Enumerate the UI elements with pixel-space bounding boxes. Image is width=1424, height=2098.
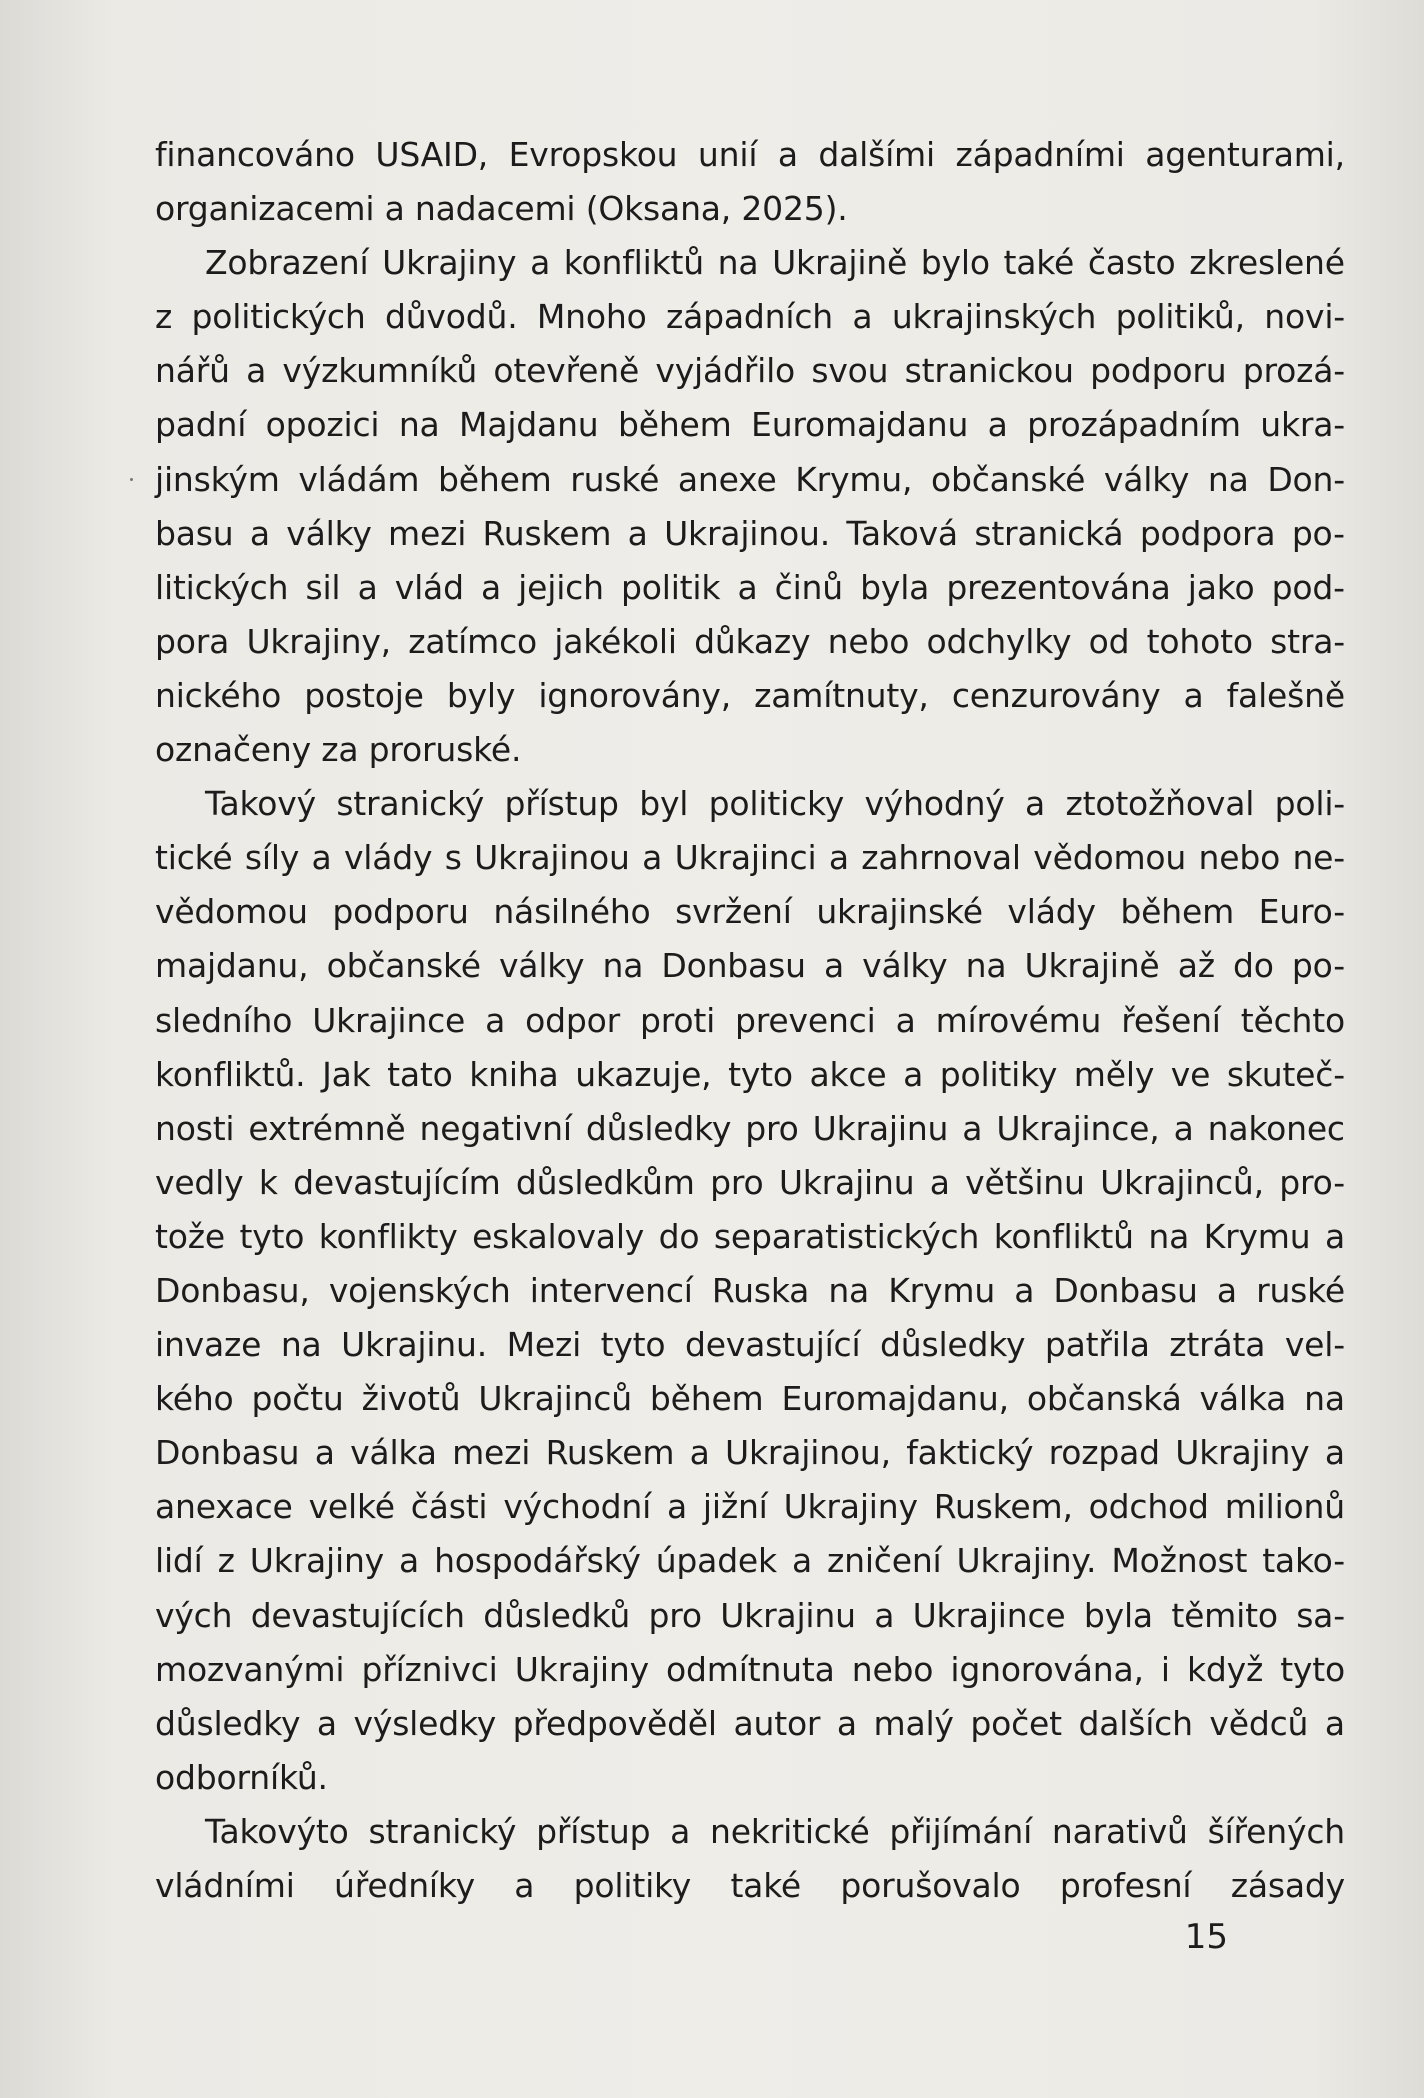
text-line: označeny za proruské. [155, 730, 522, 770]
page-number: 15 [1184, 1917, 1228, 1957]
text-line: anexace velké části východní a jižní Ukrajiny Ruskem, odchod milionů [155, 1487, 1345, 1527]
text-line: konfliktů. Jak tato kniha ukazuje, tyto akce a politiky měly ve skuteč- [155, 1054, 1345, 1094]
text-line: basu a války mezi Ruskem a Ukrajinou. Taková stranická podpora po- [155, 513, 1345, 553]
text-line: tože tyto konflikty eskalovaly do separatistických konfliktů na Krymu a [155, 1216, 1345, 1256]
text-line: financováno USAID, Evropskou unií a dalšími západními agenturami, [155, 135, 1345, 174]
text-line: lidí z Ukrajiny a hospodářský úpadek a zničení Ukrajiny. Možnost tako- [155, 1541, 1345, 1581]
text-line: nického postoje byly ignorovány, zamítnuty, cenzurovány a falešně [155, 675, 1345, 715]
text-line: Donbasu a válka mezi Ruskem a Ukrajinou, faktický rozpad Ukrajiny a [155, 1433, 1345, 1473]
text-line: z politických důvodů. Mnoho západních a ukrajinských politiků, novi- [155, 297, 1345, 337]
body-text [155, 128, 1345, 1913]
text-line: důsledky a výsledky předpověděl autor a malý počet dalších vědců a [155, 1703, 1345, 1743]
text-line: nářů a výzkumníků otevřeně vyjádřilo svou stranickou podporu prozá- [155, 351, 1345, 391]
text-line: Zobrazení Ukrajiny a konfliktů na Ukrajině bylo také často zkreslené [205, 243, 1345, 283]
text-line: sledního Ukrajince a odpor proti prevenci a mírovému řešení těchto [155, 1000, 1345, 1040]
text-line: mozvanými příznivci Ukrajiny odmítnuta nebo ignorována, i když tyto [155, 1649, 1345, 1689]
text-line: vých devastujících důsledků pro Ukrajinu a Ukrajince byla těmito sa- [155, 1595, 1345, 1635]
text-line: vládními úředníky a politiky také porušovalo profesní zásady [155, 1866, 1345, 1905]
text-line: jinským vládám během ruské anexe Krymu, občanské války na Don- [155, 459, 1345, 499]
text-line: nosti extrémně negativní důsledky pro Ukrajinu a Ukrajince, a nakonec [155, 1108, 1345, 1148]
stray-dot-mark [130, 478, 133, 481]
text-line: tické síly a vlády s Ukrajinou a Ukrajinci a zahrnoval vědomou nebo ne- [155, 838, 1345, 878]
text-line: Takovýto stranický přístup a nekritické přijímání narativů šířených [205, 1811, 1345, 1851]
text-line: Donbasu, vojenských intervencí Ruska na Krymu a Donbasu a ruské [155, 1270, 1345, 1310]
text-line: kého počtu životů Ukrajinců během Euromajdanu, občanská válka na [155, 1379, 1345, 1419]
text-line: organizacemi a nadacemi (Oksana, 2025). [155, 189, 848, 229]
text-line: pora Ukrajiny, zatímco jakékoli důkazy nebo odchylky od tohoto stra- [155, 621, 1345, 661]
text-line: litických sil a vlád a jejich politik a činů byla prezentována jako pod- [155, 567, 1345, 607]
text-line: Takový stranický přístup byl politicky výhodný a ztotožňoval poli- [205, 784, 1345, 824]
text-line: vedly k devastujícím důsledkům pro Ukrajinu a většinu Ukrajinců, pro- [155, 1162, 1345, 1202]
text-line: majdanu, občanské války na Donbasu a války na Ukrajině až do po- [155, 946, 1345, 986]
text-line: padní opozici na Majdanu během Euromajdanu a prozápadním ukra- [155, 405, 1345, 445]
text-line: odborníků. [155, 1757, 328, 1797]
text-line: invaze na Ukrajinu. Mezi tyto devastující důsledky patřila ztráta vel- [155, 1325, 1345, 1365]
text-line: vědomou podporu násilného svržení ukrajinské vlády během Euro- [155, 892, 1345, 932]
